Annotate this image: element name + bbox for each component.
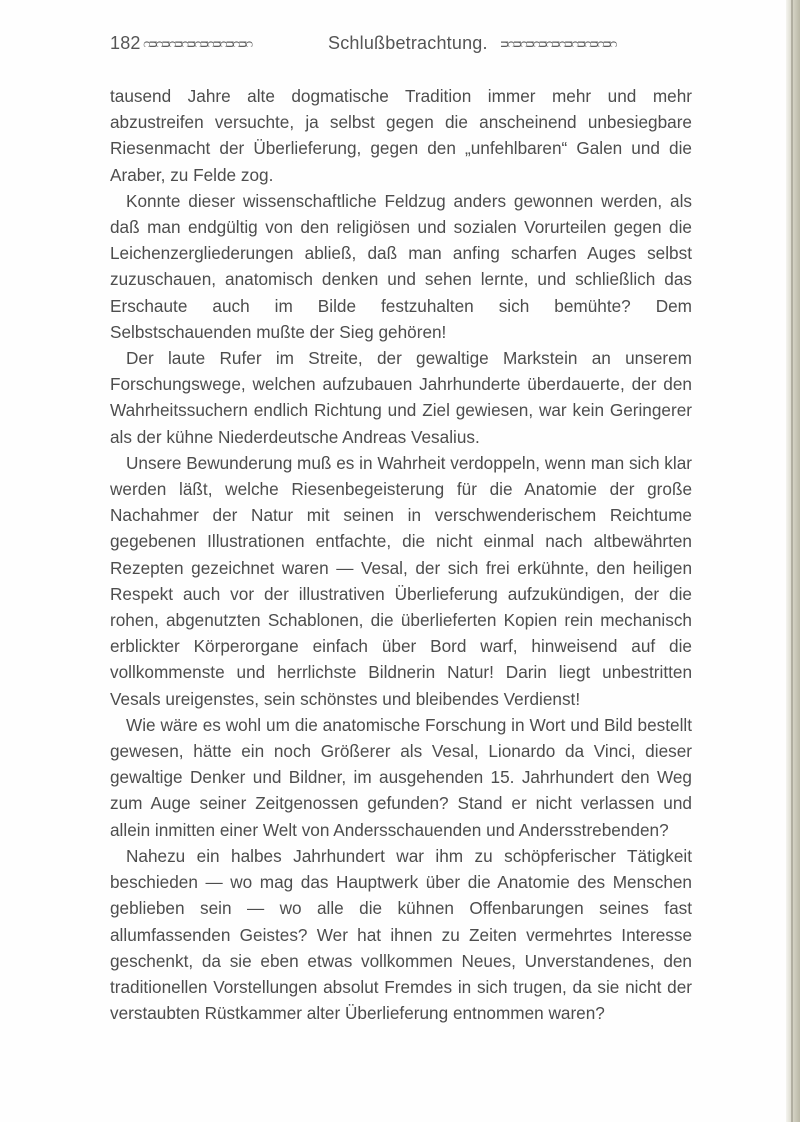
left-ornament: ᴒᴝᴒᴝᴒᴝᴒᴝᴒᴝᴒᴝᴒᴝᴒᴝᴒ [143, 36, 252, 51]
paragraph: Nahezu ein halbes Jahrhundert war ihm zu schöpferischer Tätigkeit beschieden — wo mag das Hauptwerk über die Anatomie des Menschen geblieben sein — wo alle die kühnen Offenbarungen seines fast allumfassenden Geistes? Wer hat ihnen zu Zeiten vermehrtes Interesse geschenkt, da sie eben etwas vollkommen Neues, Unverstandenes, den traditionellen Vorstellungen absolut Fremdes in sich trugen, da sie nicht der verstaubten Rüstkammer alter Überlieferung entnommen waren? [110, 845, 692, 1024]
paragraph: Der laute Rufer im Streite, der gewaltige Markstein an unserem Forschungswege, welchen aufzubauen Jahrhunderte überdauerte, der den Wahrheitssuchern endlich Richtung und Ziel gewiesen, war kein Geringerer als der kühne Niederdeutsche Andreas Vesalius. [110, 348, 692, 447]
paragraph: Unsere Bewunderung muß es in Wahrheit verdoppeln, wenn man sich klar werden läßt, welche Riesenbegeisterung für die Anatomie der große Nachahmer der Natur mit seinen in verschwenderischem Reichtume gegebenen Illustrationen entfachte, die nicht einmal nach altbewährten Rezepten gezeichnet waren — Vesal, der sich frei erkühnte, den heiligen Respekt auch vor der illustrativen Überlieferung aufzukündigen, der die rohen, abgenutzten Schablonen, die überlieferten Kopien rein mechanisch erblickter Körperorgane einfach über Bord warf, hinweisend auf die vollkommenste und herrlichste Bildnerin Natur! Darin liegt unbestritten Vesals ureigenstes, sein schönstes und bleibendes Verdienst! [110, 452, 692, 709]
paragraph: Konnte dieser wissenschaftliche Feldzug anders gewonnen werden, als daß man endgültig von den religiösen und sozialen Vorurteilen gegen die Leichenzergliederungen abließ, daß man anfing scharfen Auges selbst zuzuschauen, anatomisch denken und sehen lernte, und schließlich das Erschaute auch im Bilde festzuhalten sich bemühte? Dem Selbstschauenden mußte der Sieg gehören! [110, 190, 692, 342]
running-title: Schlußbetrachtung. [328, 32, 488, 53]
paragraph: tausend Jahre alte dogmatische Tradition immer mehr und mehr abzustreifen versuchte, ja selbst gegen die anscheinend unbesiegbare Riesenmacht der Überlieferung, gegen den „unfehlbaren“ Galen und die Araber, zu Felde zog. [110, 86, 692, 185]
page-number: 182 [110, 32, 141, 53]
book-edge [786, 0, 800, 1122]
running-head [110, 28, 692, 58]
paragraph: Wie wäre es wohl um die anatomische Forschung in Wort und Bild bestellt gewesen, hätte ein noch Größerer als Vesal, Lionardo da Vinci, dieser gewaltige Denker und Bildner, im ausgehenden 15. Jahrhundert den Weg zum Auge seiner Zeitgenossen gefunden? Stand er nicht verlassen und allein inmitten einer Welt von Andersschauenden und Andersstrebenden? [110, 714, 692, 840]
book-edge-line [791, 0, 793, 1122]
right-ornament: ᴝᴒᴝᴒᴝᴒᴝᴒᴝᴒᴝᴒᴝᴒᴝᴒᴝᴒ [500, 36, 617, 51]
main-text [110, 83, 692, 1026]
